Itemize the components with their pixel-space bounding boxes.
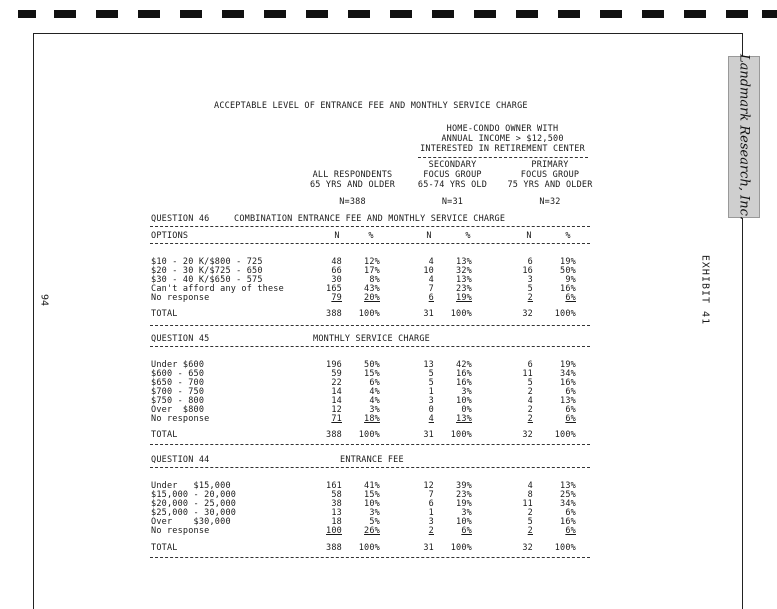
group-title-line: ANNUAL INCOME > $12,500 bbox=[441, 134, 564, 144]
cell: 100% bbox=[358, 543, 380, 553]
cell: 6% bbox=[565, 405, 576, 415]
cell: 32 bbox=[522, 543, 533, 553]
cell: 23% bbox=[456, 490, 472, 500]
col2-header: SECONDARY bbox=[428, 160, 477, 170]
cell: 165 bbox=[326, 284, 342, 294]
cell: 32% bbox=[456, 266, 472, 276]
cell: 6% bbox=[565, 508, 576, 518]
cell: 8 bbox=[527, 490, 533, 500]
rule bbox=[150, 557, 590, 558]
cell: 3 bbox=[428, 517, 434, 527]
cell: 17% bbox=[364, 266, 380, 276]
row-label: $700 - 750 bbox=[151, 387, 205, 397]
cell: 12 bbox=[331, 405, 342, 415]
cell: 388 bbox=[326, 309, 342, 319]
row-label: $15,000 - 20,000 bbox=[151, 490, 237, 500]
col-n-label: N bbox=[526, 231, 532, 241]
cell: 6% bbox=[565, 387, 576, 397]
cell: 0% bbox=[461, 405, 472, 415]
cell: 2 bbox=[527, 405, 533, 415]
punch-mark bbox=[306, 10, 328, 18]
cell: 19% bbox=[560, 257, 576, 267]
punch-mark bbox=[18, 10, 36, 18]
cell: 7 bbox=[428, 284, 434, 294]
cell: 39% bbox=[456, 481, 472, 491]
cell: 100% bbox=[554, 309, 576, 319]
cell: 34% bbox=[560, 369, 576, 379]
cell: 41% bbox=[364, 481, 380, 491]
cell: 13% bbox=[456, 414, 472, 424]
cell: 100% bbox=[450, 543, 472, 553]
cell: 71 bbox=[331, 414, 342, 424]
question-label: QUESTION 46 bbox=[151, 214, 210, 224]
punch-mark bbox=[684, 10, 706, 18]
punch-mark bbox=[474, 10, 496, 18]
cell: 6% bbox=[565, 526, 576, 536]
options-label: OPTIONS bbox=[151, 231, 189, 241]
cell: 3 bbox=[527, 275, 533, 285]
cell: 31 bbox=[423, 309, 434, 319]
cell: 10% bbox=[456, 517, 472, 527]
cell: 16% bbox=[456, 369, 472, 379]
cell: 25% bbox=[560, 490, 576, 500]
cell: 38 bbox=[331, 499, 342, 509]
cell: 9% bbox=[565, 275, 576, 285]
row-label: No response bbox=[151, 293, 210, 303]
col2-header: FOCUS GROUP bbox=[423, 170, 482, 180]
cell: 15% bbox=[364, 369, 380, 379]
cell: 16% bbox=[456, 378, 472, 388]
cell: 5% bbox=[369, 517, 380, 527]
rule bbox=[150, 243, 590, 244]
cell: 3% bbox=[461, 387, 472, 397]
punch-mark bbox=[54, 10, 76, 18]
rule bbox=[150, 467, 590, 468]
punch-mark bbox=[264, 10, 286, 18]
punch-mark bbox=[516, 10, 538, 18]
punch-mark bbox=[96, 10, 118, 18]
cell: 42% bbox=[456, 360, 472, 370]
question-heading: ENTRANCE FEE bbox=[340, 455, 404, 465]
total-label: TOTAL bbox=[151, 430, 178, 440]
cell: 6% bbox=[565, 414, 576, 424]
group-divider bbox=[418, 157, 588, 158]
cell: 13 bbox=[423, 360, 434, 370]
cell: 3 bbox=[428, 396, 434, 406]
company-logo: Landmark Research, Inc. bbox=[728, 56, 760, 218]
cell: 32 bbox=[522, 430, 533, 440]
col-n-label: N bbox=[334, 231, 340, 241]
exhibit-label: EXHIBIT 41 bbox=[699, 254, 711, 326]
cell: 100% bbox=[358, 430, 380, 440]
cell: 13% bbox=[560, 481, 576, 491]
page-frame bbox=[33, 33, 743, 609]
row-label: $10 - 20 K/$800 - 725 bbox=[151, 257, 263, 267]
cell: 6 bbox=[527, 360, 533, 370]
col1-header: ALL RESPONDENTS bbox=[312, 170, 393, 180]
cell: 13% bbox=[456, 257, 472, 267]
cell: 34% bbox=[560, 499, 576, 509]
cell: 6% bbox=[369, 378, 380, 388]
punch-mark bbox=[558, 10, 580, 18]
cell: 32 bbox=[522, 309, 533, 319]
row-label: $20 - 30 K/$725 - 650 bbox=[151, 266, 263, 276]
row-label: $30 - 40 K/$650 - 575 bbox=[151, 275, 263, 285]
punch-mark bbox=[432, 10, 454, 18]
cell: 100% bbox=[450, 309, 472, 319]
cell: 11 bbox=[522, 369, 533, 379]
question-label: QUESTION 44 bbox=[151, 455, 210, 465]
row-label: $750 - 800 bbox=[151, 396, 205, 406]
cell: 161 bbox=[326, 481, 342, 491]
cell: 66 bbox=[331, 266, 342, 276]
cell: 100% bbox=[450, 430, 472, 440]
punch-mark bbox=[642, 10, 664, 18]
cell: 6% bbox=[461, 526, 472, 536]
col-n-label: N bbox=[426, 231, 432, 241]
cell: 11 bbox=[522, 499, 533, 509]
cell: 16% bbox=[560, 284, 576, 294]
row-label: Can't afford any of these bbox=[151, 284, 284, 294]
cell: 0 bbox=[428, 405, 434, 415]
cell: 4% bbox=[369, 396, 380, 406]
rule bbox=[150, 325, 590, 326]
cell: 100% bbox=[554, 543, 576, 553]
row-label: Over $800 bbox=[151, 405, 205, 415]
col-pct-label: % bbox=[465, 231, 471, 241]
col2-header: 65-74 YRS OLD bbox=[417, 180, 488, 190]
cell: 2 bbox=[527, 414, 533, 424]
total-label: TOTAL bbox=[151, 543, 178, 553]
cell: 5 bbox=[527, 378, 533, 388]
cell: 43% bbox=[364, 284, 380, 294]
punch-mark bbox=[180, 10, 202, 18]
cell: 13 bbox=[331, 508, 342, 518]
cell: 58 bbox=[331, 490, 342, 500]
cell: 50% bbox=[560, 266, 576, 276]
cell: 31 bbox=[423, 543, 434, 553]
row-label: $650 - 700 bbox=[151, 378, 205, 388]
cell: 100% bbox=[358, 309, 380, 319]
row-label: $20,000 - 25,000 bbox=[151, 499, 237, 509]
cell: 2 bbox=[527, 293, 533, 303]
cell: 4% bbox=[369, 387, 380, 397]
cell: 6 bbox=[527, 257, 533, 267]
cell: 5 bbox=[527, 284, 533, 294]
cell: 16% bbox=[560, 378, 576, 388]
col-pct-label: % bbox=[565, 231, 571, 241]
row-label: Under $15,000 bbox=[151, 481, 231, 491]
cell: 16% bbox=[560, 517, 576, 527]
cell: 15% bbox=[364, 490, 380, 500]
punch-mark bbox=[600, 10, 622, 18]
total-label: TOTAL bbox=[151, 309, 178, 319]
page-title: ACCEPTABLE LEVEL OF ENTRANCE FEE AND MONTHLY SERVICE CHARGE bbox=[214, 101, 528, 111]
row-label: Over $30,000 bbox=[151, 517, 231, 527]
row-label: $600 - 650 bbox=[151, 369, 205, 379]
cell: 10 bbox=[423, 266, 434, 276]
cell: 1 bbox=[428, 387, 434, 397]
cell: 3% bbox=[369, 508, 380, 518]
group-title-line: HOME-CONDO OWNER WITH bbox=[446, 124, 559, 134]
cell: 4 bbox=[428, 275, 434, 285]
cell: 48 bbox=[331, 257, 342, 267]
cell: 4 bbox=[527, 481, 533, 491]
cell: 13% bbox=[456, 275, 472, 285]
question-heading: MONTHLY SERVICE CHARGE bbox=[313, 334, 430, 344]
cell: 100 bbox=[326, 526, 342, 536]
cell: 13% bbox=[560, 396, 576, 406]
col2-n: N=31 bbox=[441, 197, 464, 207]
col3-header: PRIMARY bbox=[531, 160, 569, 170]
cell: 388 bbox=[326, 430, 342, 440]
question-heading: COMBINATION ENTRANCE FEE AND MONTHLY SERVICE CHARGE bbox=[234, 214, 506, 224]
cell: 8% bbox=[369, 275, 380, 285]
rule bbox=[150, 346, 590, 347]
col1-header: 65 YRS AND OLDER bbox=[309, 180, 396, 190]
cell: 19% bbox=[456, 499, 472, 509]
punch-mark bbox=[138, 10, 160, 18]
question-label: QUESTION 45 bbox=[151, 334, 210, 344]
cell: 59 bbox=[331, 369, 342, 379]
cell: 19% bbox=[560, 360, 576, 370]
cell: 79 bbox=[331, 293, 342, 303]
cell: 5 bbox=[428, 369, 434, 379]
cell: 6% bbox=[565, 293, 576, 303]
cell: 7 bbox=[428, 490, 434, 500]
cell: 2 bbox=[428, 526, 434, 536]
col3-header: 75 YRS AND OLDER bbox=[507, 180, 593, 190]
punch-mark bbox=[726, 10, 748, 18]
col-pct-label: % bbox=[368, 231, 374, 241]
cell: 100% bbox=[554, 430, 576, 440]
row-label: No response bbox=[151, 526, 210, 536]
group-title-line: INTERESTED IN RETIREMENT CENTER bbox=[420, 144, 585, 154]
cell: 12% bbox=[364, 257, 380, 267]
row-label: Under $600 bbox=[151, 360, 205, 370]
cell: 6 bbox=[428, 293, 434, 303]
cell: 19% bbox=[456, 293, 472, 303]
cell: 4 bbox=[428, 257, 434, 267]
cell: 14 bbox=[331, 396, 342, 406]
punch-mark bbox=[348, 10, 370, 18]
cell: 30 bbox=[331, 275, 342, 285]
cell: 196 bbox=[326, 360, 342, 370]
cell: 2 bbox=[527, 526, 533, 536]
col1-n: N=388 bbox=[339, 197, 366, 207]
cell: 388 bbox=[326, 543, 342, 553]
punch-mark bbox=[222, 10, 244, 18]
row-label: No response bbox=[151, 414, 210, 424]
cell: 50% bbox=[364, 360, 380, 370]
punch-mark bbox=[762, 10, 777, 18]
col3-header: FOCUS GROUP bbox=[520, 170, 580, 180]
cell: 5 bbox=[428, 378, 434, 388]
cell: 23% bbox=[456, 284, 472, 294]
rule bbox=[150, 226, 590, 227]
cell: 14 bbox=[331, 387, 342, 397]
cell: 4 bbox=[527, 396, 533, 406]
cell: 6 bbox=[428, 499, 434, 509]
cell: 10% bbox=[456, 396, 472, 406]
cell: 22 bbox=[331, 378, 342, 388]
rule bbox=[150, 444, 590, 445]
cell: 31 bbox=[423, 430, 434, 440]
page-number: 94 bbox=[38, 293, 50, 307]
cell: 12 bbox=[423, 481, 434, 491]
cell: 16 bbox=[522, 266, 533, 276]
cell: 18% bbox=[364, 414, 380, 424]
cell: 5 bbox=[527, 517, 533, 527]
cell: 4 bbox=[428, 414, 434, 424]
cell: 26% bbox=[364, 526, 380, 536]
cell: 10% bbox=[364, 499, 380, 509]
cell: 2 bbox=[527, 508, 533, 518]
row-label: $25,000 - 30,000 bbox=[151, 508, 237, 518]
cell: 3% bbox=[369, 405, 380, 415]
punch-mark bbox=[390, 10, 412, 18]
cell: 1 bbox=[428, 508, 434, 518]
col3-n: N=32 bbox=[539, 197, 561, 207]
cell: 2 bbox=[527, 387, 533, 397]
cell: 20% bbox=[364, 293, 380, 303]
cell: 18 bbox=[331, 517, 342, 527]
cell: 3% bbox=[461, 508, 472, 518]
